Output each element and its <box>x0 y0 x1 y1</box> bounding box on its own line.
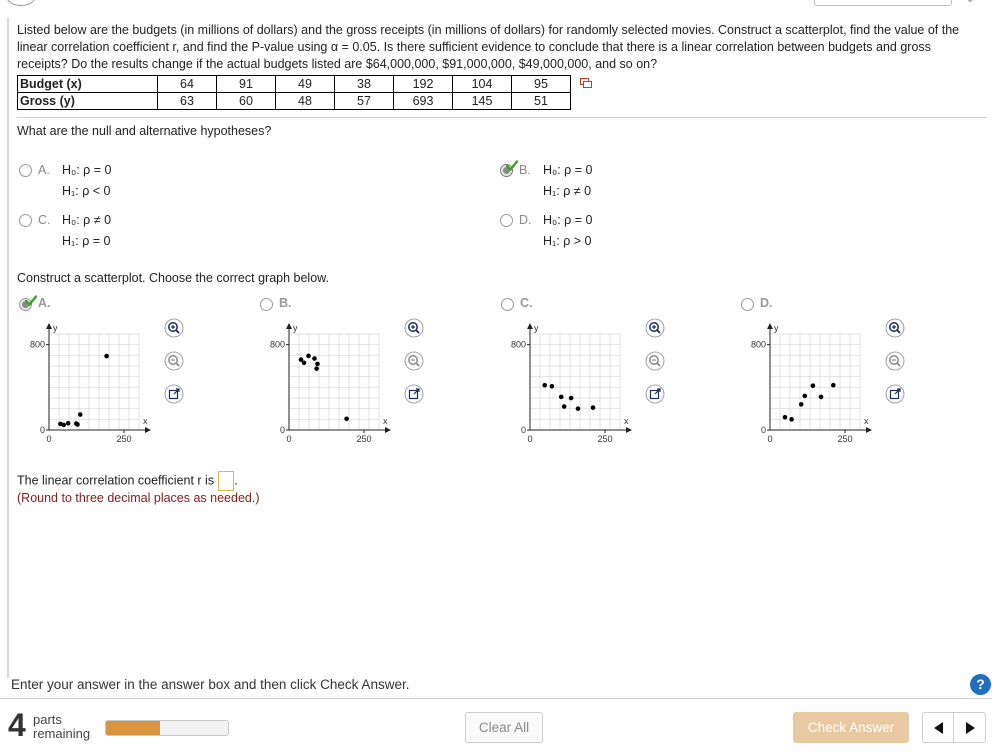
expand-icon[interactable] <box>885 384 905 404</box>
progress-fill <box>106 721 160 735</box>
table-row <box>18 93 571 110</box>
scatter-point <box>576 406 581 411</box>
scatter-point <box>344 417 349 422</box>
top-strip <box>0 0 992 8</box>
option-letter: D. <box>519 213 532 227</box>
y-axis-label: y <box>534 323 539 333</box>
y-axis-arrow <box>286 323 292 329</box>
clear-all-button[interactable]: Clear All <box>465 712 543 743</box>
budget-cell: 95 <box>512 76 571 93</box>
y-axis-label: y <box>53 323 58 333</box>
gross-cell: 60 <box>217 93 276 110</box>
alt-hypothesis: H₁: ρ = 0 <box>62 234 111 248</box>
plot-grid <box>289 334 379 430</box>
budget-cell: 38 <box>335 76 394 93</box>
answer-line <box>17 471 238 491</box>
x-axis-arrow <box>385 427 391 433</box>
zoom-out-icon[interactable] <box>885 351 905 371</box>
budget-cell: 91 <box>217 76 276 93</box>
scatterplot-c <box>503 318 643 448</box>
chevron-down-icon[interactable] <box>966 0 974 5</box>
y-tick-label: 800 <box>269 339 285 350</box>
gross-cell: 51 <box>512 93 571 110</box>
scatterplot-a <box>22 318 162 448</box>
graph-tools-a <box>164 318 184 417</box>
budget-cell: 104 <box>453 76 512 93</box>
radio-button[interactable] <box>19 214 32 227</box>
scatter-point <box>66 421 71 426</box>
scatter-point <box>799 402 804 407</box>
gross-cell: 63 <box>158 93 217 110</box>
copy-data-icon[interactable] <box>580 78 592 88</box>
scatter-point <box>559 395 564 400</box>
scatter-point <box>811 383 816 388</box>
option-letter: C. <box>520 296 533 310</box>
scatter-prompt: Construct a scatterplot. Choose the correct graph below. <box>17 271 329 285</box>
parts-progress-bar <box>105 720 229 736</box>
x-tick-label: 0 <box>46 434 52 444</box>
null-hypothesis: H₀: ρ = 0 <box>62 163 112 177</box>
radio-button[interactable] <box>501 298 514 311</box>
answer-period: . <box>234 473 238 488</box>
x-axis-arrow <box>866 427 872 433</box>
budget-label: Budget (x) <box>18 76 158 93</box>
budget-cell: 192 <box>394 76 453 93</box>
scatter-point <box>562 404 567 409</box>
back-circle-icon[interactable] <box>6 0 36 6</box>
option-letter: B. <box>279 296 292 310</box>
y-tick-label: 800 <box>510 339 526 350</box>
x-axis-arrow <box>626 427 632 433</box>
scatter-point <box>569 396 574 401</box>
rounding-note: (Round to three decimal places as needed.) <box>17 491 260 505</box>
y-tick-label: 0 <box>279 425 285 435</box>
question-text: Listed below are the budgets (in millions of dollars) and the gross receipts (in millions of dollars) for randomly selected movies. Construct a scatterplot, find the value of the linear correlation coefficient r, and find the P-value using α = 0.05. Is there sufficient evidence to conclude that there is a linear correlation between budgets and gross receipts? Do the results change if the actual budgets listed are $64,000,000, $91,000,000, $49,000,000, and so on? <box>17 23 960 71</box>
option-letter: C. <box>38 213 51 227</box>
checkmark-icon <box>25 295 37 306</box>
scatter-point <box>542 383 547 388</box>
expand-icon[interactable] <box>164 384 184 404</box>
scatterplot-d <box>743 318 883 448</box>
gross-cell: 48 <box>276 93 335 110</box>
instruction-text: Enter your answer in the answer box and then click Check Answer. <box>11 677 410 692</box>
scatter-point <box>550 384 555 389</box>
alt-hypothesis: H₁: ρ ≠ 0 <box>543 184 592 198</box>
scatter-point <box>314 366 319 371</box>
hypotheses-prompt: What are the null and alternative hypotheses? <box>17 124 272 138</box>
y-axis-label: y <box>293 323 298 333</box>
answer-label: The linear correlation coefficient r is <box>17 473 215 488</box>
x-tick-label: 250 <box>837 434 853 444</box>
section-divider <box>17 117 987 118</box>
option-letter: D. <box>760 296 773 310</box>
scatter-point <box>789 417 794 422</box>
scatter-point <box>58 422 63 427</box>
y-axis-arrow <box>527 323 533 329</box>
data-table <box>17 75 571 110</box>
y-tick-label: 0 <box>760 425 766 435</box>
x-tick-label: 250 <box>116 434 132 444</box>
zoom-out-icon[interactable] <box>645 351 665 371</box>
radio-button[interactable] <box>741 298 754 311</box>
scatter-point <box>78 412 83 417</box>
help-button[interactable]: ? <box>970 674 991 695</box>
alt-hypothesis: H₁: ρ > 0 <box>543 234 592 248</box>
radio-button[interactable] <box>500 214 513 227</box>
y-axis-label: y <box>774 323 779 333</box>
graph-tools-d <box>885 318 905 417</box>
scatter-point <box>302 361 307 366</box>
plot-grid <box>49 334 139 430</box>
x-tick-label: 250 <box>597 434 613 444</box>
x-tick-label: 0 <box>286 434 292 444</box>
scatter-point <box>783 415 788 420</box>
zoom-in-icon[interactable] <box>404 318 424 338</box>
top-tab[interactable] <box>814 0 952 6</box>
scatter-point <box>803 394 808 399</box>
check-answer-button[interactable]: Check Answer <box>793 712 909 743</box>
budget-cell: 49 <box>276 76 335 93</box>
scatter-point <box>312 356 317 361</box>
graph-tools-c <box>645 318 665 417</box>
parts-label-line-1: parts <box>33 712 62 727</box>
table-row <box>18 76 571 93</box>
y-tick-label: 800 <box>29 339 45 350</box>
gross-cell: 57 <box>335 93 394 110</box>
radio-button[interactable] <box>19 164 32 177</box>
null-hypothesis: H₀: ρ = 0 <box>543 163 593 177</box>
x-axis-arrow <box>145 427 151 433</box>
gross-cell: 693 <box>394 93 453 110</box>
expand-icon[interactable] <box>404 384 424 404</box>
next-question-button[interactable] <box>954 712 986 743</box>
previous-question-button[interactable] <box>922 712 954 743</box>
option-letter: A. <box>38 296 51 310</box>
scatter-point <box>104 354 109 359</box>
zoom-in-icon[interactable] <box>885 318 905 338</box>
scatter-point <box>591 405 596 410</box>
x-axis-label: x <box>143 416 148 426</box>
scatter-point <box>75 422 80 427</box>
y-tick-label: 800 <box>750 339 766 350</box>
y-axis-arrow <box>46 323 52 329</box>
x-axis-label: x <box>864 416 869 426</box>
zoom-out-icon[interactable] <box>164 351 184 371</box>
y-tick-label: 0 <box>520 425 526 435</box>
correlation-answer-input[interactable] <box>218 471 234 491</box>
y-axis-arrow <box>767 323 773 329</box>
option-letter: B. <box>519 163 531 177</box>
gross-cell: 145 <box>453 93 512 110</box>
zoom-in-icon[interactable] <box>164 318 184 338</box>
expand-icon[interactable] <box>645 384 665 404</box>
footer-divider <box>0 698 992 699</box>
x-tick-label: 250 <box>356 434 372 444</box>
x-axis-label: x <box>624 416 629 426</box>
zoom-in-icon[interactable] <box>645 318 665 338</box>
plot-grid <box>530 334 620 430</box>
scatter-point <box>315 362 320 367</box>
scatter-point <box>831 383 836 388</box>
parts-label-line-2: remaining <box>33 726 91 741</box>
x-tick-label: 0 <box>527 434 533 444</box>
gross-label: Gross (y) <box>18 93 158 110</box>
graph-tools-b <box>404 318 424 417</box>
null-hypothesis: H₀: ρ = 0 <box>543 213 593 227</box>
option-letter: A. <box>38 163 50 177</box>
scatterplot-b <box>262 318 402 448</box>
parts-label <box>33 713 90 741</box>
alt-hypothesis: H₁: ρ < 0 <box>62 184 111 198</box>
x-tick-label: 0 <box>767 434 773 444</box>
y-tick-label: 0 <box>39 425 45 435</box>
x-axis-label: x <box>383 416 388 426</box>
budget-cell: 64 <box>158 76 217 93</box>
left-divider <box>7 18 9 678</box>
scatter-point <box>819 395 824 400</box>
null-hypothesis: H₀: ρ ≠ 0 <box>62 213 112 227</box>
checkmark-icon <box>506 160 518 171</box>
scatter-point <box>306 354 311 359</box>
parts-count: 4 <box>8 707 26 743</box>
radio-button[interactable] <box>260 298 273 311</box>
zoom-out-icon[interactable] <box>404 351 424 371</box>
